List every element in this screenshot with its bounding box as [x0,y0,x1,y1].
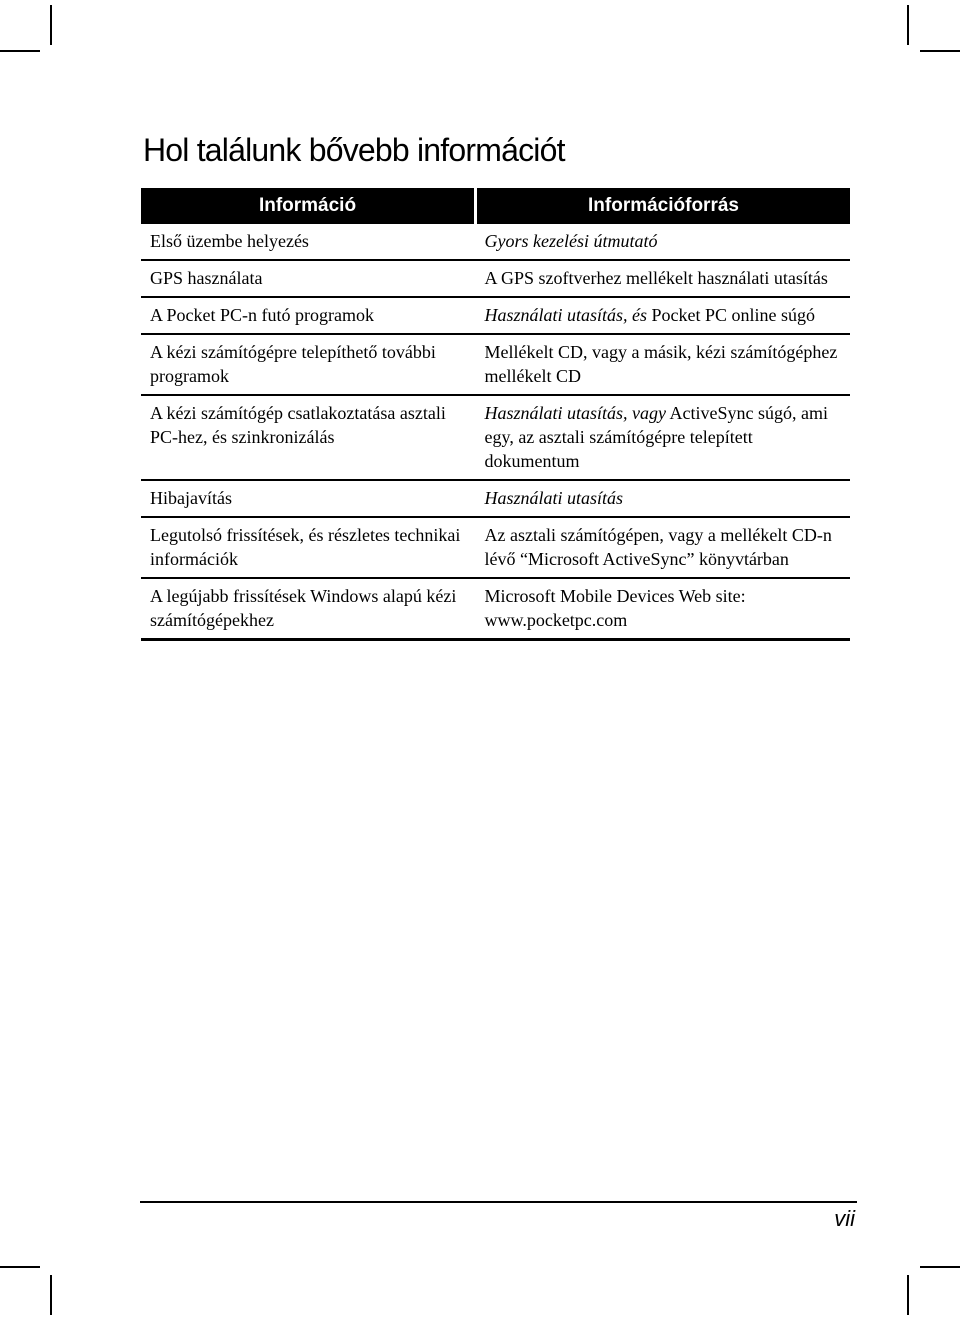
source-text: Pocket PC online súgó [647,305,816,325]
footer-rule [140,1201,857,1203]
source-cell [476,334,851,395]
info-cell: A Pocket PC-n futó programok [141,297,476,334]
info-cell: A kézi számítógépre telepíthető további programok [141,334,476,395]
info-cell: GPS használata [141,260,476,297]
info-cell: A legújabb frissítések Windows alapú kézi számítógépekhez [141,578,476,640]
table-row [141,334,850,395]
crop-mark [0,1266,40,1268]
crop-mark [50,5,52,45]
crop-mark [0,50,40,52]
table-row [141,395,850,480]
table-row [141,224,850,260]
table-body [141,224,850,640]
page-title: Hol találunk bővebb információt [143,132,565,168]
source-text: Az asztali számítógépen, vagy a mellékelt CD-n lévő “Microsoft ActiveSync” könyvtárban [484,525,832,569]
table-row [141,260,850,297]
source-text: A GPS szoftverhez mellékelt használati utasítás [484,268,828,288]
info-cell: Legutolsó frissítések, és részletes technikai információk [141,517,476,578]
table-row [141,480,850,517]
source-text: Microsoft Mobile Devices Web site: www.pocketpc.com [484,586,746,630]
source-text: Használati utasítás [484,488,624,508]
info-table [141,188,850,641]
source-text: Mellékelt CD, vagy a másik, kézi számítógéphez mellékelt CD [484,342,838,386]
page-number: vii [834,1206,855,1231]
source-cell [476,517,851,578]
source-text: ActiveSync súgó, ami egy, az asztali számítógépre telepített dokumentum [484,403,828,471]
info-cell: A kézi számítógép csatlakoztatása asztali PC-hez, és szinkronizálás [141,395,476,480]
table-row [141,578,850,640]
source-cell [476,395,851,480]
source-cell [476,578,851,640]
source-cell [476,297,851,334]
info-cell: Első üzembe helyezés [150,231,309,251]
info-cell: Hibajavítás [141,480,476,517]
crop-mark [920,1266,960,1268]
crop-mark [50,1275,52,1315]
source-cell [476,480,851,517]
source-text: Használati utasítás, vagy [484,403,667,423]
crop-mark [907,1275,909,1315]
source-text: Gyors kezelési útmutató [484,231,658,251]
column-header-source: Információforrás [476,188,851,224]
table-header-row [141,188,850,224]
column-header-info: Információ [141,188,476,224]
table-row [141,517,850,578]
table-row [141,297,850,334]
crop-mark [920,50,960,52]
source-text: Használati utasítás, és [484,305,648,325]
source-cell [476,260,851,297]
source-cell [476,224,851,260]
crop-mark [907,5,909,45]
